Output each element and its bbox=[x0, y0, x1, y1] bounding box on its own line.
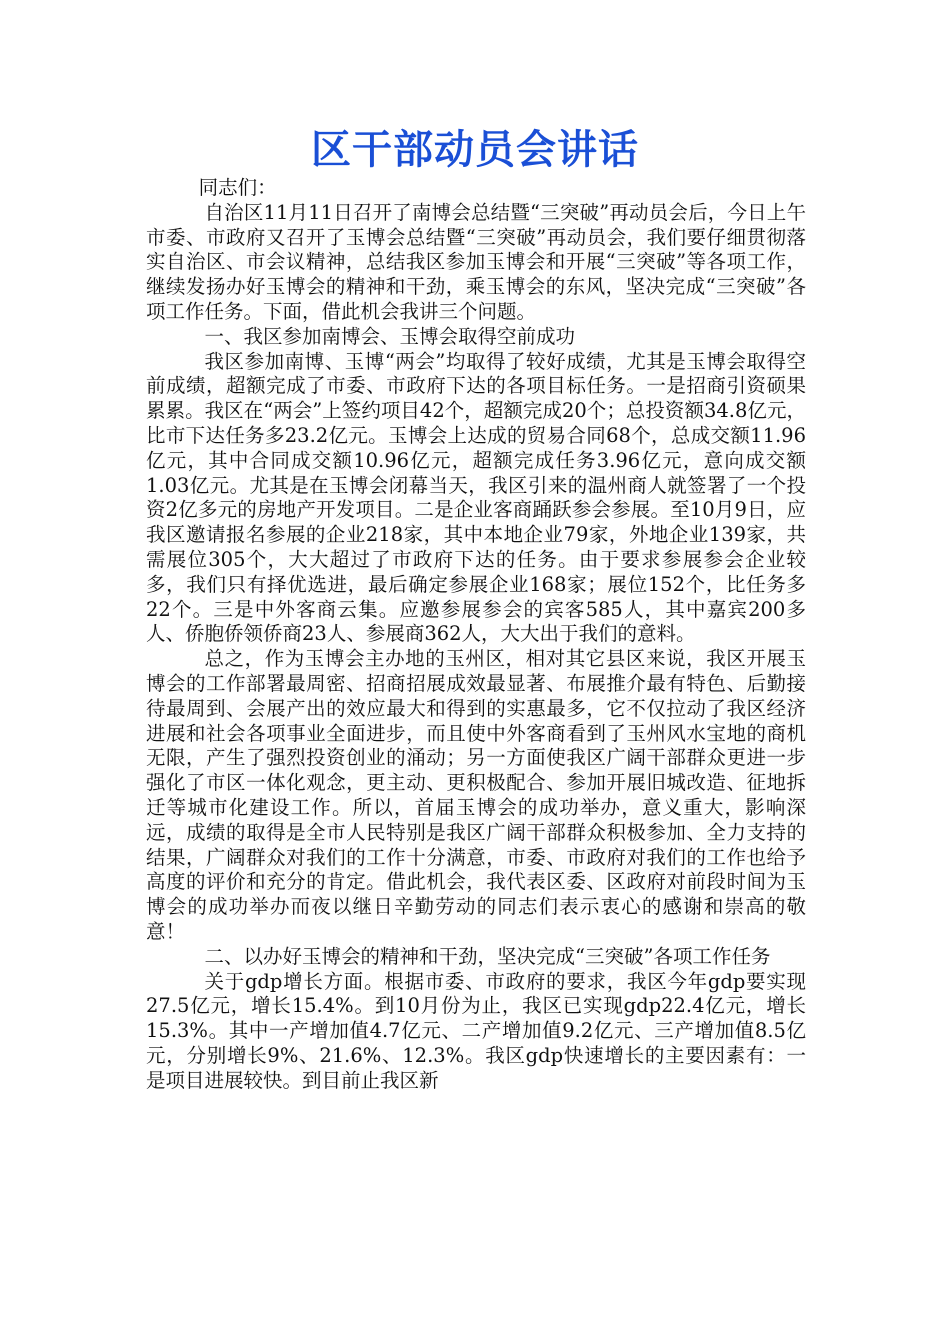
section-heading-2: 二、以办好玉博会的精神和干劲，坚决完成“三突破”各项工作任务 bbox=[204, 944, 771, 968]
section-heading-1: 一、我区参加南博会、玉博会取得空前成功 bbox=[204, 324, 576, 348]
document-body bbox=[146, 176, 806, 1093]
intro-paragraph: 自治区11月11日召开了南博会总结暨“三突破”再动员会后，今日上午市委、市政府又召开了玉博会总结暨“三突破”再动员会，我们要仔细贯彻落实自治区、市会议精神，总结我区参加玉博会和开展“三突破”等各项工作，继续发扬办好玉博会的精神和干劲，乘玉博会的东风，坚决完成“三突破”各项工作任务。下面，借此机会我讲三个问题。 bbox=[146, 200, 806, 323]
document-title: 区干部动员会讲话 bbox=[311, 127, 639, 173]
achievement-paragraph: 我区参加南博、玉博“两会”均取得了较好成绩，尤其是玉博会取得空前成绩，超额完成了市委、市政府下达的各项目标任务。一是招商引资硕果累累。我区在“两会”上签约项目42个，超额完成20个；总投资额34.8亿元，比市下达任务多23.2亿元。玉博会上达成的贸易合同68个，总成交额11.96亿元，其中合同成交额10.96亿元，超额完成任务3.96亿元，意向成交额1.03亿元。尤其是在玉博会闭幕当天，我区引来的温州商人就签署了一个投资2亿多元的房地产开发项目。二是企业客商踊跃参会参展。至10月9日，应我区邀请报名参展的企业218家，其中本地企业79家，外地企业139家，共需展位305个，大大超过了市政府下达的任务。由于要求参展参会企业较多，我们只有择优选进，最后确定参展企业168家；展位152个，比任务多22个。三是中外客商云集。应邀参展参会的宾客585人，其中嘉宾200多人、侨胞侨领侨商23人、参展商362人，大大出于我们的意料。 bbox=[146, 349, 806, 646]
gdp-paragraph: 关于gdp增长方面。根据市委、市政府的要求，我区今年gdp要实现27.5亿元，增长15.4%。到10月份为止，我区已实现gdp22.4亿元，增长15.3%。其中一产增加值4.7亿元、二产增加值9.2亿元、三产增加值8.5亿元，分别增长9%、21.6%、12.3%。我区gdp快速增长的主要因素有：一是项目进展较快。到目前止我区新 bbox=[146, 969, 806, 1092]
summary-paragraph: 总之，作为玉博会主办地的玉州区，相对其它县区来说，我区开展玉博会的工作部署最周密、招商招展成效最显著、布展推介最有特色、后勤接待最周到、会展产出的效应最大和得到的实惠最多，它不仅拉动了我区经济进展和社会各项事业全面进步，而且使中外客商看到了玉州风水宝地的商机无限，产生了强烈投资创业的涌动；另一方面使我区广阔干部群众更进一步强化了市区一体化观念，更主动、更积极配合、参加开展旧城改造、征地拆迁等城市化建设工作。所以，首届玉博会的成功举办，意义重大，影响深远，成绩的取得是全市人民特别是我区广阔干部群众积极参加、全力支持的结果，广阔群众对我们的工作十分满意，市委、市政府对我们的工作也给予高度的评价和充分的肯定。借此机会，我代表区委、区政府对前段时间为玉博会的成功举办而夜以继日辛勤劳动的同志们表示衷心的感谢和崇高的敬意！ bbox=[146, 647, 806, 943]
salutation-paragraph: 同志们： bbox=[198, 176, 277, 199]
